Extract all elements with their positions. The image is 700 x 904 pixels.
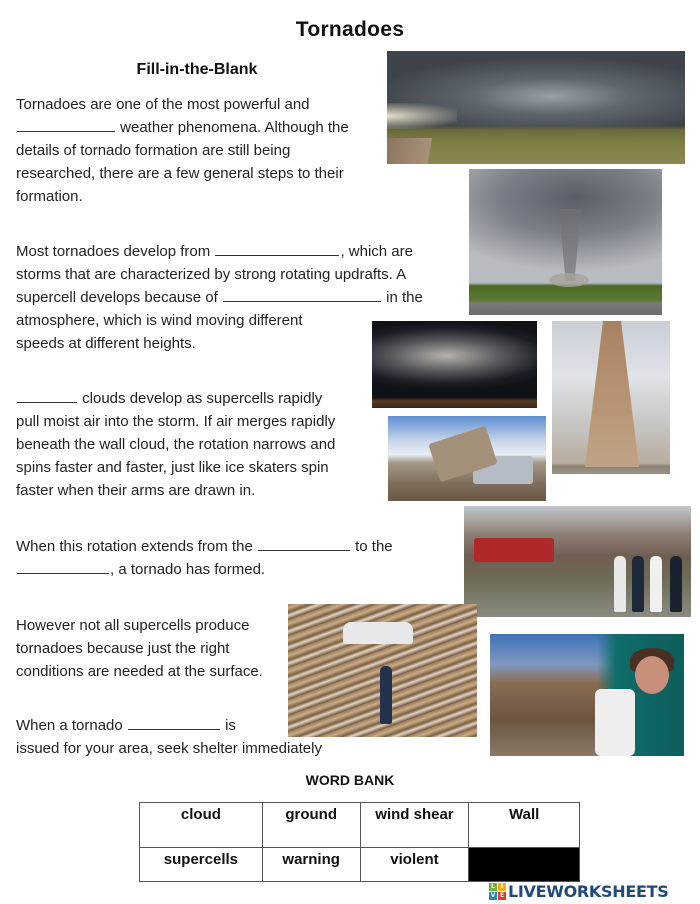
live-grid-icon <box>489 883 506 900</box>
blank-input-6[interactable] <box>17 560 109 574</box>
blank-input-1[interactable] <box>17 118 115 132</box>
photo-hugging-survivors <box>490 634 684 756</box>
logo-letter: I <box>498 883 506 891</box>
text-line: tornadoes because just the right <box>16 640 230 657</box>
text-line: faster when their arms are drawn in. <box>16 482 256 499</box>
text-fragment: weather phenomena. Although the <box>116 119 349 136</box>
text-fragment: is <box>220 717 236 734</box>
liveworksheets-logo[interactable] <box>489 881 668 901</box>
text-fragment: clouds develop as supercells rapidly <box>78 390 323 407</box>
text-line: researched, there are a few general steps to their <box>16 165 344 182</box>
worksheet-subtitle: Fill-in-the-Blank <box>136 61 258 78</box>
photo-damaged-street <box>464 506 691 617</box>
text-line: details of tornado formation are still being <box>16 142 291 159</box>
brand-text: LIVEWORKSHEETS <box>508 881 669 901</box>
word-bank-title: WORD BANK <box>305 772 395 788</box>
text-fragment: Most tornadoes develop from <box>16 243 215 260</box>
paragraph-warning <box>16 714 322 760</box>
text-line: Tornadoes are one of the most powerful and <box>16 96 310 113</box>
paragraph-intro <box>16 93 349 208</box>
blank-input-2[interactable] <box>215 242 339 256</box>
photo-dark-supercell <box>372 321 537 408</box>
photo-wrecked-trucks <box>388 416 546 501</box>
text-line: formation. <box>16 188 83 205</box>
blank-input-7[interactable] <box>128 716 220 730</box>
word-bank-cell[interactable]: wind shear <box>360 803 469 848</box>
text-line: storms that are characterized by strong rotating updrafts. A <box>16 266 407 283</box>
blank-input-4[interactable] <box>17 389 77 403</box>
text-line: beneath the wall cloud, the rotation narrows and <box>16 436 336 453</box>
text-line: atmosphere, which is wind moving different <box>16 312 303 329</box>
paragraph-wall-clouds <box>16 387 335 502</box>
photo-dust-tornado <box>552 321 670 474</box>
word-bank-cell[interactable]: cloud <box>140 803 263 848</box>
word-bank-cell[interactable]: ground <box>262 803 360 848</box>
blank-input-5[interactable] <box>258 537 350 551</box>
word-bank-row <box>140 803 580 848</box>
blank-input-3[interactable] <box>223 288 381 302</box>
text-fragment: When a tornado <box>16 717 127 734</box>
word-bank-cell[interactable]: Wall <box>469 803 580 848</box>
text-line: conditions are needed at the surface. <box>16 663 263 680</box>
word-bank-row <box>140 848 580 882</box>
worksheet-title: Tornadoes <box>295 18 405 41</box>
word-bank-cell[interactable]: violent <box>360 848 469 882</box>
word-bank-table <box>139 802 580 882</box>
text-line: However not all supercells produce <box>16 617 250 634</box>
photo-supercell-road <box>387 51 685 164</box>
paragraph-conditions <box>16 614 263 683</box>
text-fragment: When this rotation extends from the <box>16 538 257 555</box>
logo-letter: V <box>490 891 496 899</box>
text-line: speeds at different heights. <box>16 335 196 352</box>
logo-letter: E <box>499 891 505 899</box>
text-line: issued for your area, seek shelter immediately <box>16 740 322 757</box>
paragraph-supercells <box>16 240 423 355</box>
word-bank-cell-blacked-out <box>469 848 580 882</box>
word-bank-cell[interactable]: supercells <box>140 848 263 882</box>
text-fragment: to the <box>350 538 393 555</box>
text-line: spins faster and faster, just like ice skaters spin <box>16 459 329 476</box>
text-fragment: in the <box>381 289 423 306</box>
text-fragment: supercell develops because of <box>16 289 222 306</box>
paragraph-rotation <box>16 535 393 581</box>
logo-letter: L <box>489 883 497 891</box>
text-fragment: , which are <box>340 243 413 260</box>
photo-funnel-tornado <box>469 169 662 315</box>
text-fragment: , a tornado has formed. <box>110 561 266 578</box>
text-line: pull moist air into the storm. If air merges rapidly <box>16 413 336 430</box>
word-bank-cell[interactable]: warning <box>262 848 360 882</box>
photo-debris-field <box>288 604 477 737</box>
